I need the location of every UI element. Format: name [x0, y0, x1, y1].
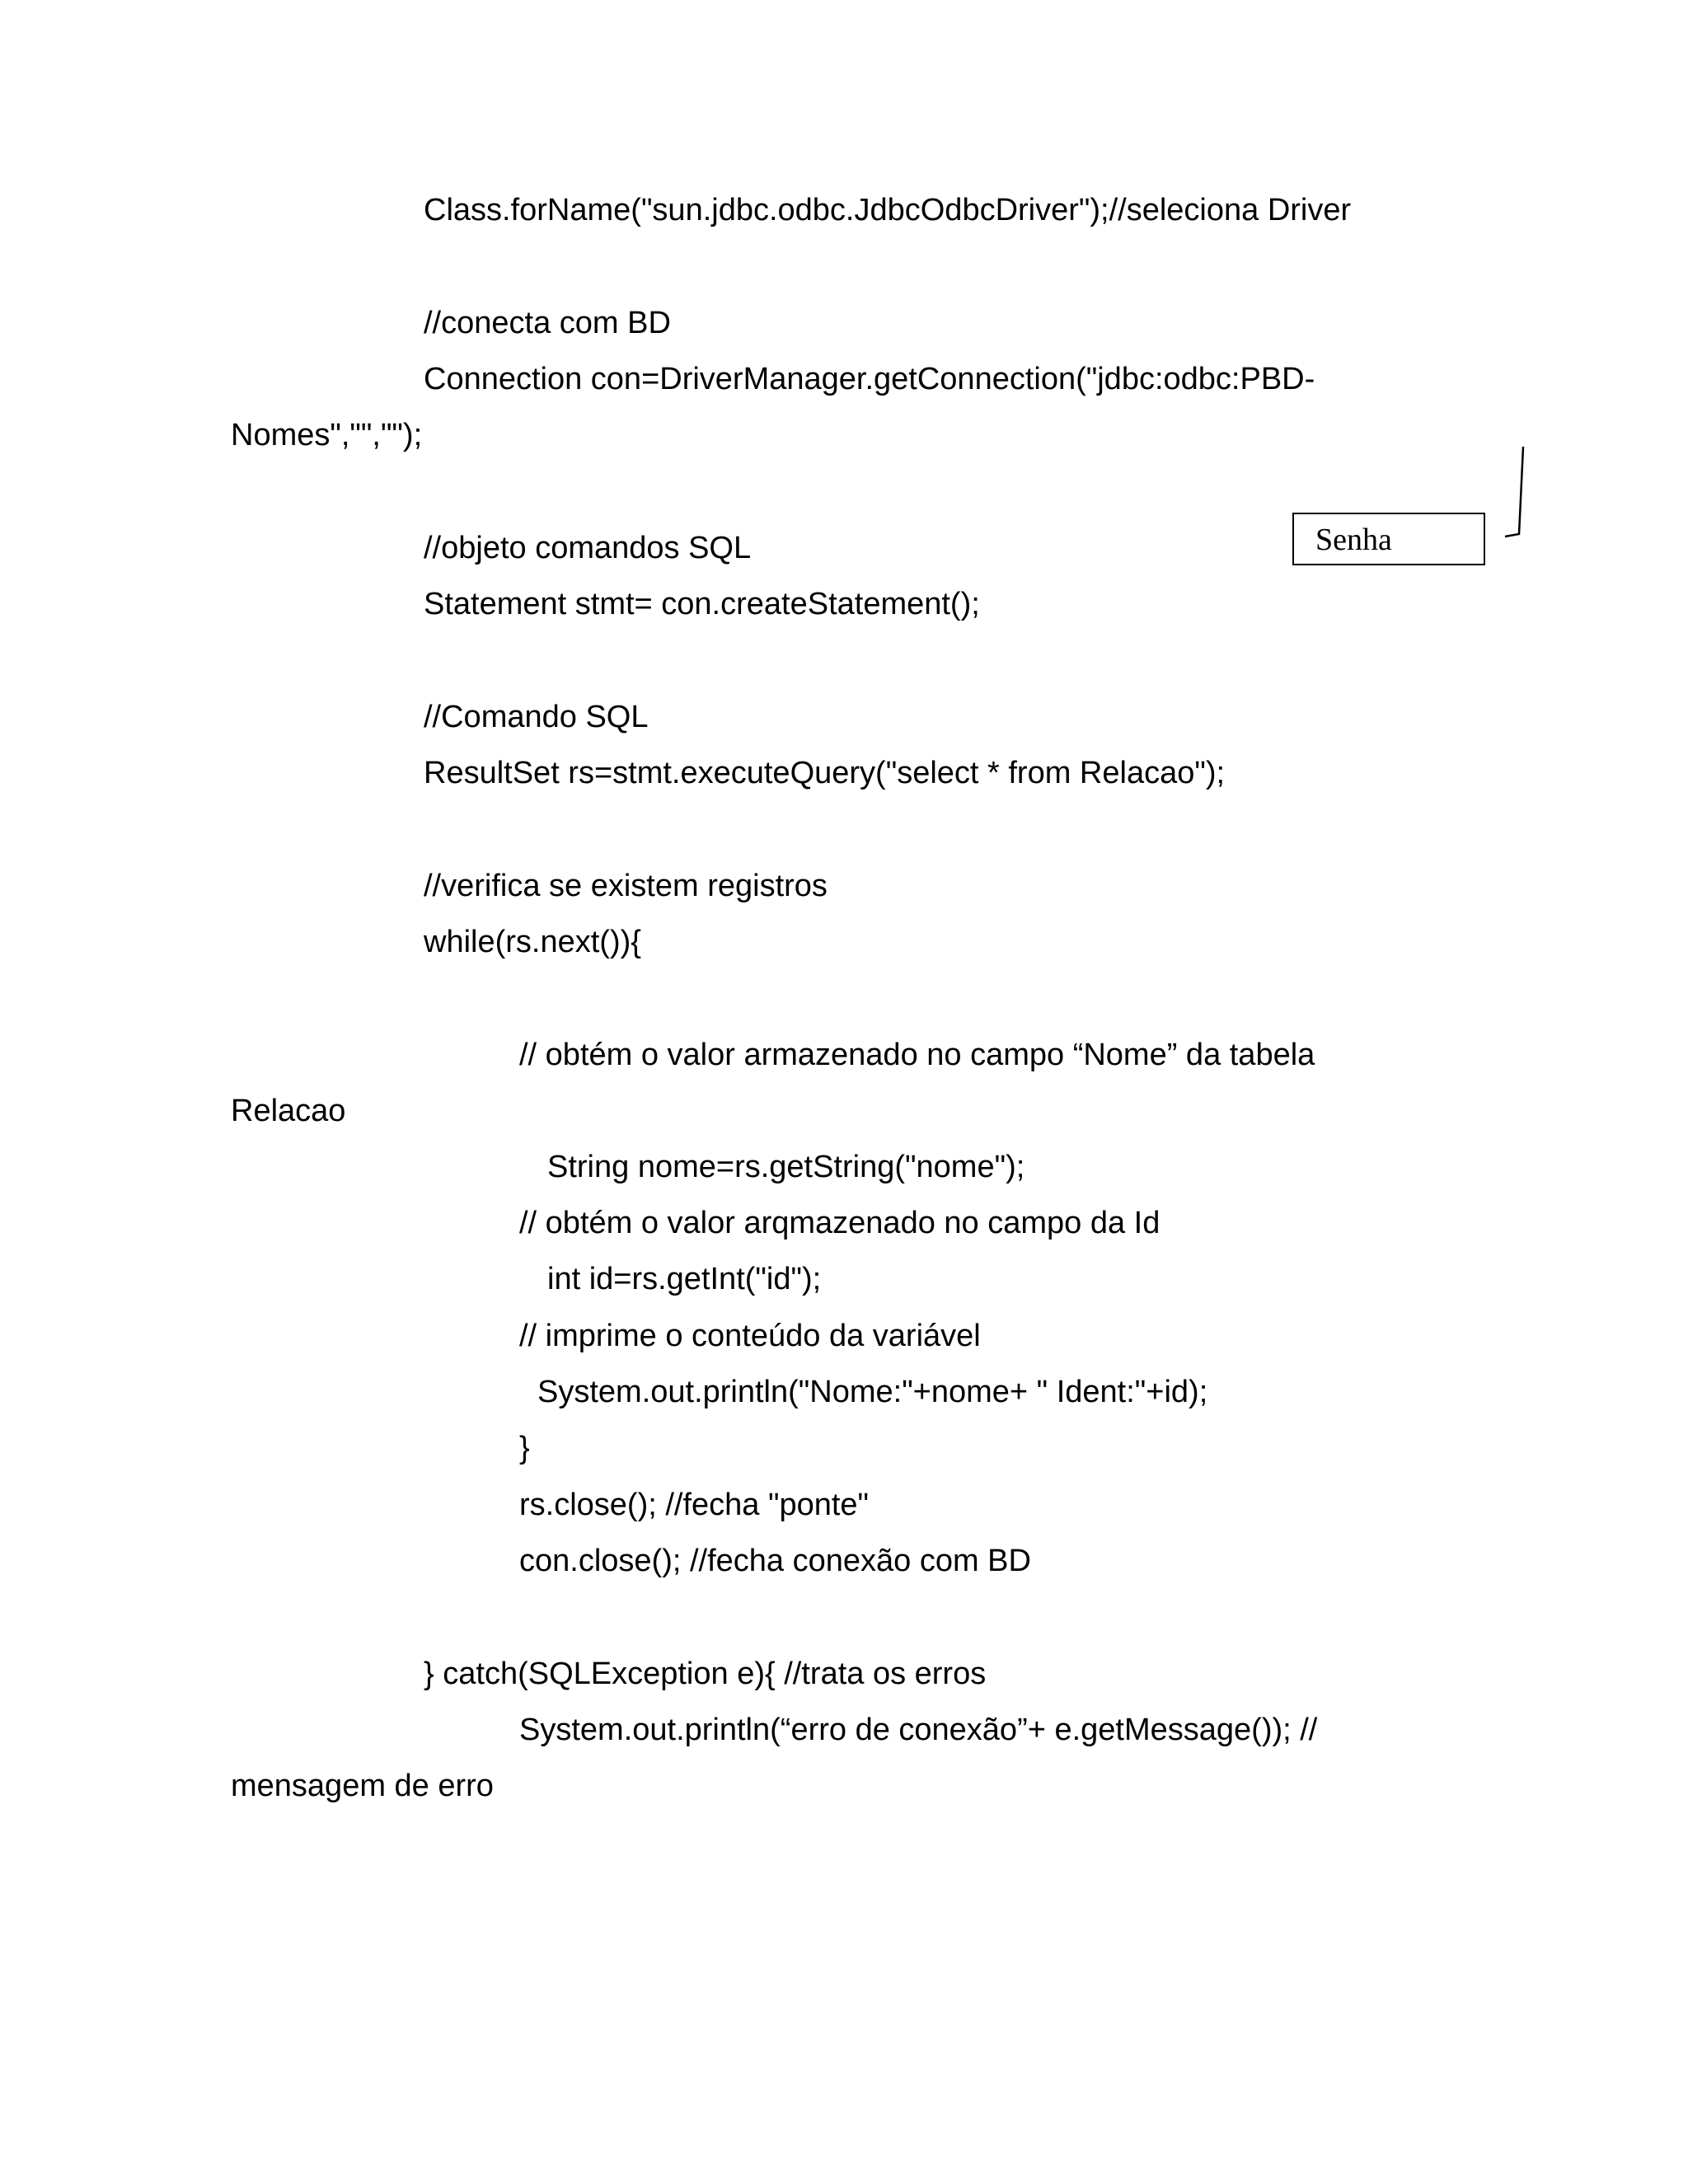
- comment-objeto-comandos: //objeto comandos SQL: [424, 531, 752, 565]
- code-line-get-string: String nome=rs.getString("nome");: [547, 1150, 1025, 1184]
- code-line-println-nome: System.out.println("Nome:"+nome+ " Ident:"+id);: [537, 1375, 1208, 1409]
- comment-verifica-registros: //verifica se existem registros: [424, 869, 828, 903]
- code-line-while: while(rs.next()){: [424, 925, 641, 959]
- code-line-get-int: int id=rs.getInt("id");: [547, 1262, 822, 1296]
- code-line-get-connection: Connection con=DriverManager.getConnection("jdbc:odbc:PBD-: [424, 362, 1315, 396]
- comment-obtem-nome-continued: Relacao: [231, 1094, 346, 1128]
- code-line-class-forname: Class.forName("sun.jdbc.odbc.JdbcOdbcDriver");//seleciona Driver: [424, 193, 1352, 227]
- code-line-catch: } catch(SQLException e){ //trata os erros: [424, 1657, 987, 1691]
- code-line-get-connection-continued: Nomes","","");: [231, 418, 423, 452]
- code-line-close-brace: }: [519, 1431, 530, 1465]
- callout-leader-line: [1484, 437, 1533, 544]
- code-line-execute-query: ResultSet rs=stmt.executeQuery("select * from Relacao");: [424, 756, 1226, 790]
- code-line-println-erro: System.out.println(“erro de conexão”+ e.getMessage()); //: [519, 1713, 1318, 1747]
- comment-obtem-nome: // obtém o valor armazenado no campo “Nome” da tabela: [519, 1038, 1315, 1072]
- comment-conecta-bd: //conecta com BD: [424, 306, 671, 340]
- code-line-create-statement: Statement stmt= con.createStatement();: [424, 587, 980, 621]
- code-line-con-close: con.close(); //fecha conexão com BD: [519, 1544, 1031, 1578]
- comment-imprime: // imprime o conteúdo da variável: [519, 1319, 981, 1353]
- code-line-println-erro-continued: mensagem de erro: [231, 1769, 494, 1803]
- senha-callout-label: Senha: [1315, 523, 1392, 557]
- code-line-rs-close: rs.close(); //fecha "ponte": [519, 1488, 870, 1522]
- comment-obtem-id: // obtém o valor arqmazenado no campo da Id: [519, 1206, 1160, 1240]
- senha-callout-box: [1292, 513, 1485, 565]
- comment-comando-sql: //Comando SQL: [424, 700, 649, 734]
